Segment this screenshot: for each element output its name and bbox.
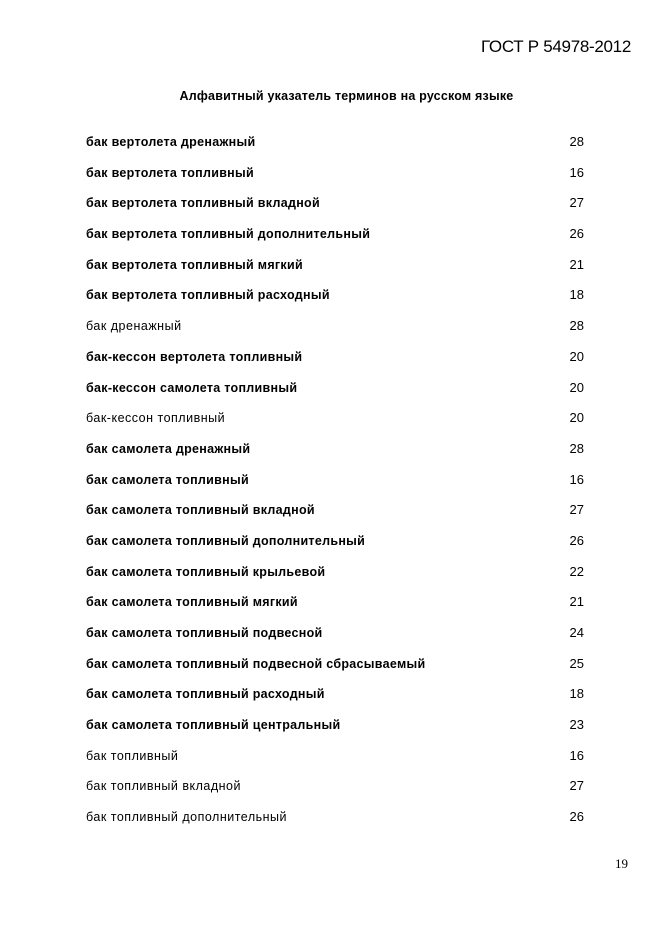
- index-entry: [86, 132, 586, 163]
- index-entry: [86, 285, 586, 316]
- index-entry-page: 28: [569, 440, 584, 456]
- index-entry: [86, 224, 586, 255]
- index-entry: [86, 654, 586, 685]
- index-entry: [86, 531, 586, 562]
- index-entry: [86, 439, 586, 470]
- index-entry-term: бак самолета топливный дополнительный: [86, 533, 366, 548]
- index-entry-term: бак самолета топливный расходный: [86, 687, 325, 702]
- index-entry-page: 27: [569, 195, 584, 211]
- index-title: Алфавитный указатель терминов на русском языке: [179, 89, 514, 103]
- index-entry: [86, 378, 586, 409]
- index-entry: [86, 163, 586, 194]
- index-entry-page: 22: [569, 563, 584, 579]
- index-entry-page: 26: [569, 226, 584, 242]
- index-entry: [86, 193, 586, 224]
- index-entry-term: бак-кессон топливный: [86, 411, 226, 426]
- index-entry: [86, 592, 586, 623]
- index-entry-page: 25: [569, 655, 584, 671]
- page-number: 19: [615, 856, 628, 871]
- index-entry-page: 21: [569, 256, 584, 272]
- index-entry-term: бак самолета топливный крыльевой: [86, 564, 326, 579]
- document-code: ГОСТ Р 54978-2012: [480, 37, 631, 56]
- index-entry-term: бак вертолета топливный расходный: [86, 288, 330, 303]
- index-entry-term: бак вертолета топливный дополнительный: [86, 227, 371, 242]
- index-entry-page: 21: [569, 594, 584, 610]
- index-entry-term: бак-кессон вертолета топливный: [86, 349, 303, 364]
- index-entry-term: бак самолета дренажный: [86, 441, 251, 456]
- index-entry-term: бак топливный: [86, 748, 179, 763]
- index-entry: [86, 684, 586, 715]
- index-entry-page: 27: [569, 778, 584, 794]
- index-entry: [86, 316, 586, 347]
- index-entry-page: 24: [569, 625, 584, 640]
- index-entry-page: 16: [569, 164, 584, 180]
- index-entry-term: бак вертолета топливный: [86, 165, 254, 180]
- index-entry: [86, 776, 586, 807]
- index-entry-term: бак самолета топливный вкладной: [86, 503, 315, 518]
- index-entry: [86, 807, 586, 838]
- index-entry-page: 16: [569, 471, 584, 487]
- index-entry-term: бак дренажный: [86, 319, 182, 334]
- index-entry-page: 20: [569, 410, 584, 426]
- index-entry-term: бак вертолета топливный мягкий: [86, 257, 303, 272]
- index-entry-term: бак самолета топливный мягкий: [86, 595, 298, 610]
- term-index-list: [86, 132, 586, 838]
- index-entry: [86, 562, 586, 593]
- index-entry-term: бак самолета топливный центральный: [86, 718, 341, 733]
- index-entry-page: 27: [569, 502, 584, 518]
- index-entry-term: бак топливный дополнительный: [86, 810, 287, 825]
- index-entry: [86, 746, 586, 777]
- index-entry-page: 26: [569, 809, 584, 825]
- index-entry-term: бак-кессон самолета топливный: [86, 380, 298, 395]
- index-entry-term: бак топливный вкладной: [86, 779, 241, 794]
- index-entry-page: 28: [569, 134, 584, 149]
- index-entry-term: бак самолета топливный: [86, 472, 249, 487]
- index-entry-term: бак вертолета дренажный: [86, 135, 256, 149]
- index-entry-page: 20: [569, 379, 584, 395]
- index-entry-term: бак вертолета топливный вкладной: [86, 196, 320, 211]
- index-entry-page: 18: [569, 686, 584, 702]
- index-entry-page: 23: [569, 717, 584, 733]
- index-entry-page: 28: [569, 318, 584, 334]
- index-entry: [86, 347, 586, 378]
- index-entry: [86, 470, 586, 501]
- index-entry-page: 26: [569, 532, 584, 548]
- index-entry-page: 20: [569, 348, 584, 364]
- index-entry-page: 18: [569, 287, 584, 303]
- index-entry-term: бак самолета топливный подвесной сбрасываемый: [86, 656, 426, 671]
- index-entry: [86, 623, 586, 654]
- index-entry: [86, 408, 586, 439]
- index-entry: [86, 500, 586, 531]
- index-entry-page: 16: [569, 747, 584, 763]
- index-entry-term: бак самолета топливный подвесной: [86, 626, 323, 640]
- index-entry: [86, 255, 586, 286]
- index-entry: [86, 715, 586, 746]
